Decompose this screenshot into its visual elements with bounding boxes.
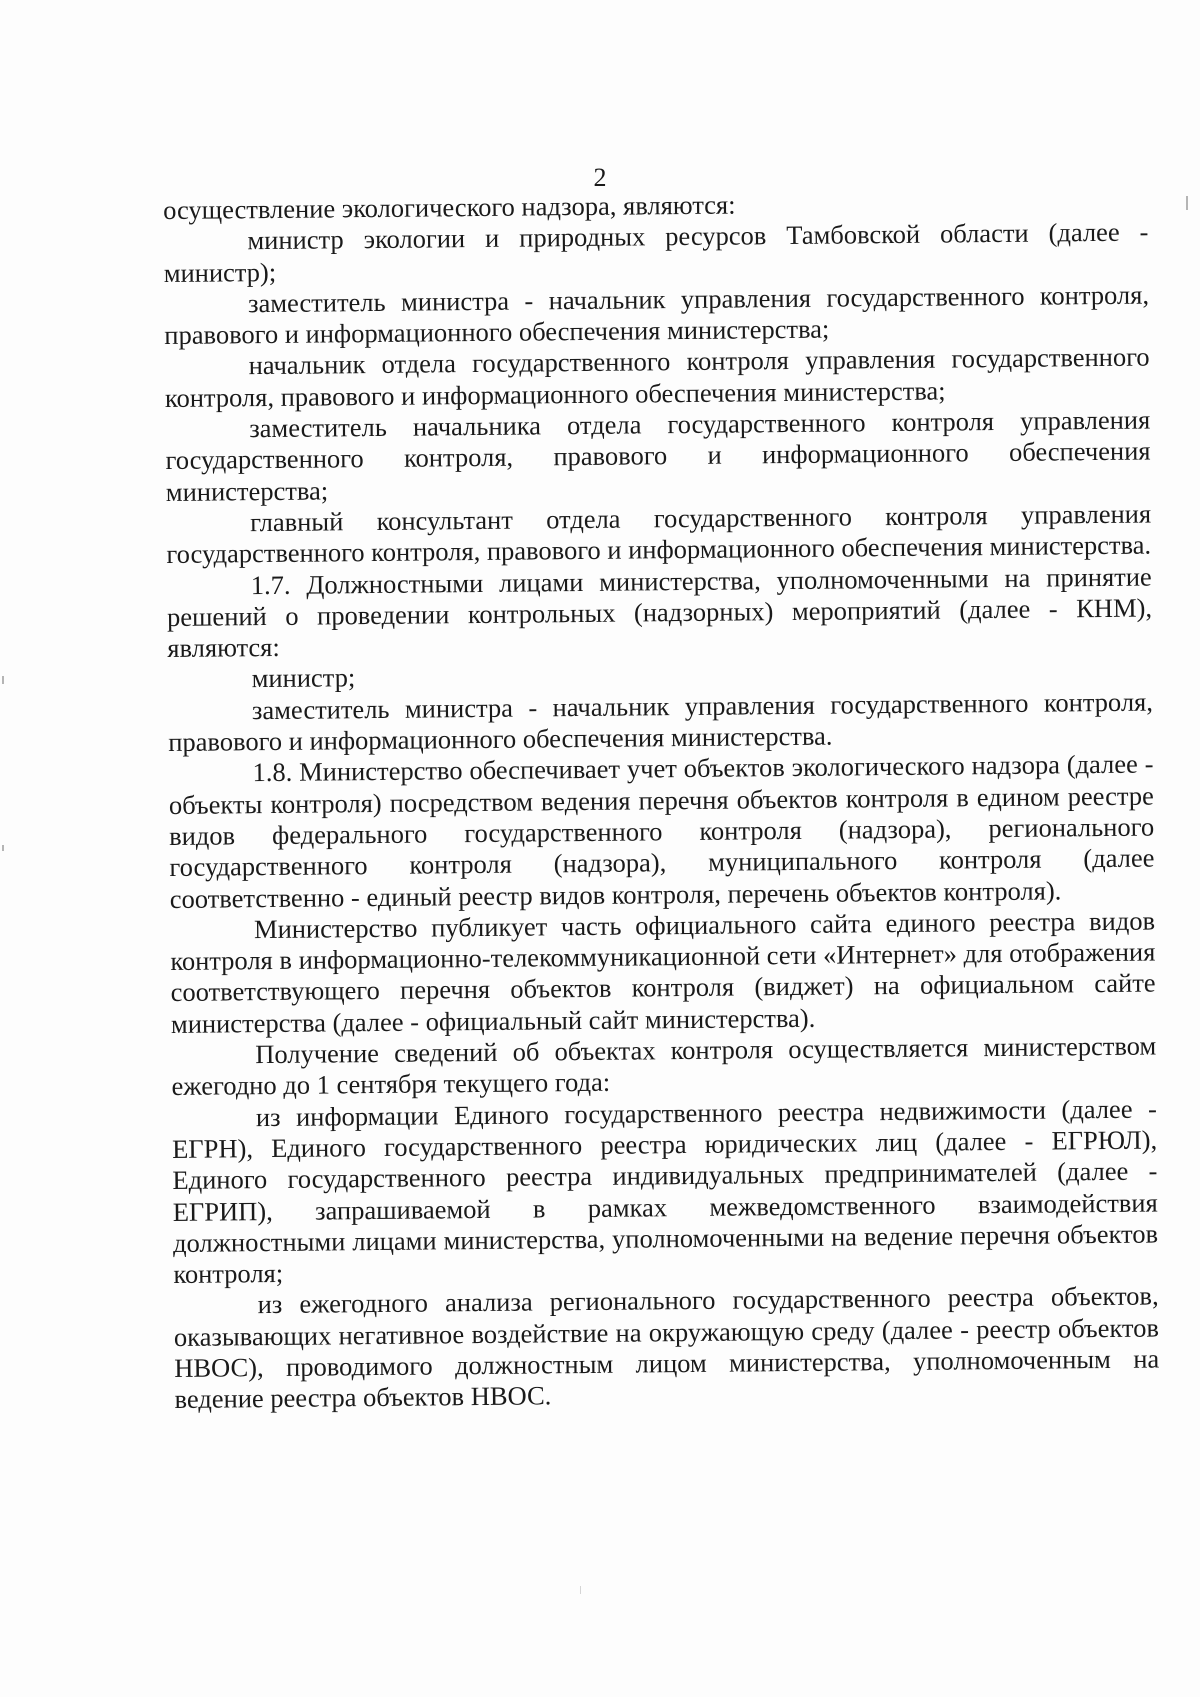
paragraph: министр экологии и природных ресурсов Тамбовской области (далее - министр); (163, 216, 1149, 288)
paragraph: из информации Единого государственного реестра недвижимости (далее - ЕГРН), Единого государственного реестра юридических лиц (далее - ЕГРЮЛ), Единого государственного реестра индивидуальных предпринимателей (далее - ЕГРИП), запрашиваемой в рамках межведомственного взаимодействия должностными лицами министерства, уполномоченными на ведение перечня объектов контроля; (172, 1093, 1159, 1290)
paragraph: заместитель начальника отдела государственного контроля управления государственного контроля, правового и информационного обеспечения министерства; (165, 404, 1151, 507)
paragraph: 1.8. Министерство обеспечивает учет объектов экологического надзора (далее - объекты контроля) посредством ведения перечня объектов контроля в едином реестре видов федерального государственного контроля (надзора), регионального государственного контроля (надзора), муниципального контроля (далее соответственно - единый реестр видов контроля, перечень объектов контроля). (168, 748, 1155, 914)
paragraph: заместитель министра - начальник управления государственного контроля, правового и информационного обеспечения министерства. (168, 686, 1154, 758)
paragraph: 1.7. Должностными лицами министерства, уполномоченными на принятие решений о проведении контрольных (надзорных) мероприятий (далее - КНМ), являются: (166, 561, 1153, 664)
paragraph: осуществление экологического надзора, являются: (163, 189, 736, 225)
document-body (163, 186, 1160, 1416)
paragraph: начальник отдела государственного контроля управления государственного контроля, правового и информационного обеспечения министерства; (164, 342, 1150, 413)
page-number: 2 (593, 163, 607, 192)
paragraph: Министерство публикует часть официального сайта единого реестра видов контроля в информационно-телекоммуникационной сети «Интернет» для отображения соответствующего перечня объектов контроля (виджет) на официальном сайте министерства (далее - официальный сайт министерства). (170, 905, 1156, 1039)
paragraph: из ежегодного анализа регионального государственного реестра объектов, оказывающих негативное воздействие на окружающую среду (далее - реестр объектов НВОС), проводимого должностным лицом министерства, уполномоченным на ведение реестра объектов НВОС. (173, 1280, 1160, 1415)
scan-mark (580, 1586, 581, 1594)
scan-mark (2, 676, 4, 684)
scan-mark (2, 845, 4, 851)
scan-mark (1186, 196, 1188, 210)
paragraph: главный консультант отдела государственного контроля управления государственного контроля, правового и информационного обеспечения министерства. (166, 498, 1152, 570)
paragraph: заместитель министра - начальник управления государственного контроля, правового и информационного обеспечения министерства; (164, 279, 1150, 351)
paragraph: Получение сведений об объектах контроля осуществляется министерством ежегодно до 1 сентября текущего года: (171, 1030, 1157, 1102)
paragraph: министр; (251, 662, 356, 694)
